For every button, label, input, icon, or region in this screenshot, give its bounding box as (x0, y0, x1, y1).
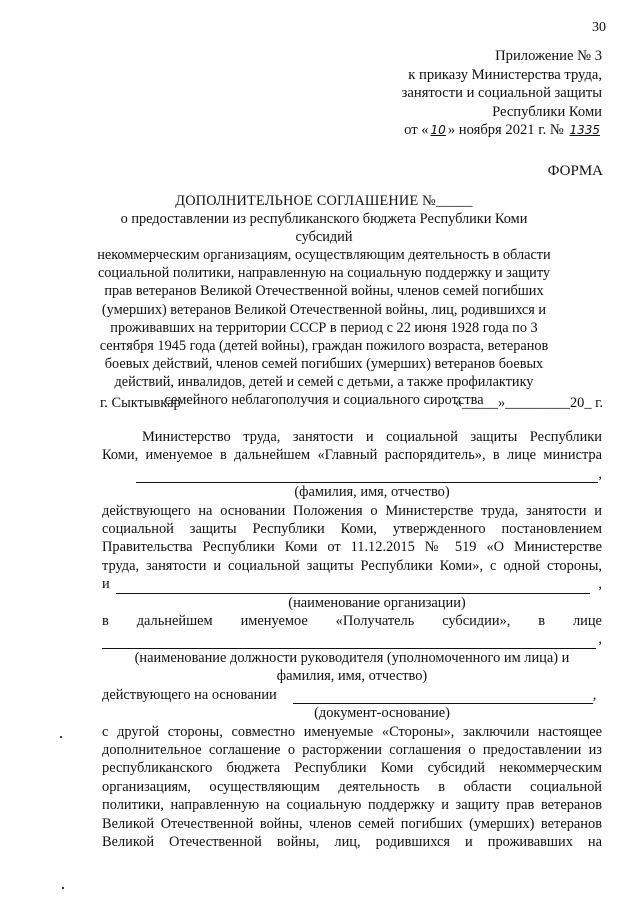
blank-line-head (102, 630, 602, 648)
date-middle: » ноября 2021 г. № (447, 122, 564, 139)
title-line: сентября 1945 года (детей войны), граждан пожилого возраста, ветеранов (99, 337, 549, 354)
word: именуемое (240, 613, 308, 630)
body-line: труда, занятости и социальной защиты Республики Коми», с одной стороны, (102, 557, 602, 574)
caption-position: (наименование должности руководителя (уполномоченного им лица) и (134, 649, 570, 666)
fill-blank (116, 579, 591, 594)
basis-text: действующего на основании (102, 686, 277, 703)
body-line: Министерство труда, занятости и социальной защиты Республики (142, 429, 602, 445)
fill-blank (102, 634, 596, 649)
appendix-header (402, 47, 602, 140)
agreement-title (94, 192, 554, 409)
body-line: дополнительное соглашение о расторжении соглашения о предоставлении из (102, 741, 602, 758)
body-line-spread (102, 612, 602, 630)
title-line: проживавших на территории СССР в период с 22 июня 1928 года по 3 (110, 319, 538, 336)
body-line: политики, направленную на социальную поддержку и защиту прав ветеранов (102, 797, 602, 814)
handwritten-order-number: 1335 (569, 123, 600, 138)
place-of-signing: г. Сыктывкар (100, 395, 181, 411)
word: «Получатель (335, 613, 415, 630)
body-line: социальной защиты Республики Коми, утвержденного постановлением (102, 521, 602, 538)
word: дальнейшем (136, 613, 213, 630)
body-line: Коми, именуемое в дальнейшем «Главный распорядитель», в лице министра (102, 447, 602, 464)
body-line: Правительства Республики Коми от 11.12.2015 № 519 «О Министерстве (102, 539, 602, 556)
title-line: социальной политики, направленную на социальную поддержку и защиту (97, 265, 551, 282)
handwritten-day: 10 (430, 123, 446, 138)
scan-speck (60, 736, 62, 738)
blank-line-organization (102, 575, 602, 593)
comma: , (592, 686, 597, 703)
body-line: действующего на основании Положения о Министерстве труда, занятости и (102, 502, 602, 519)
comma: , (598, 631, 602, 648)
word: в (538, 613, 546, 630)
blank-line-minister (102, 465, 602, 483)
and-word: и (102, 576, 110, 593)
appendix-line: Республики Коми (492, 103, 602, 120)
body-line: Великой Отечественной войны, членов семей погибших (умерших) ветеранов (102, 815, 602, 832)
date-blank: «_____»_________20_ г. (454, 395, 603, 411)
title-line: некоммерческим организациям, осуществляющим деятельность в области (97, 247, 551, 264)
page-number: 30 (592, 20, 606, 35)
appendix-line: к приказу Министерства труда, (408, 66, 602, 83)
title-line: (умерших) ветеранов Великой Отечественной войны, лиц, родившихся и (101, 301, 547, 318)
caption-name: (фамилия, имя, отчество) (294, 484, 450, 501)
caption-position-name: фамилия, имя, отчество) (276, 668, 428, 685)
comma: , (598, 576, 602, 593)
appendix-line: Приложение № 3 (495, 48, 602, 64)
fill-blank (136, 468, 598, 483)
title-line: прав ветеранов Великой Отечественной войны, членов семей погибших (104, 283, 544, 300)
agreement-heading: ДОПОЛНИТЕЛЬНОЕ СОГЛАШЕНИЕ №_____ (175, 193, 473, 209)
paragraph-parties (102, 428, 602, 851)
form-label: ФОРМА (547, 163, 603, 179)
comma: , (598, 465, 602, 482)
word: лице (572, 613, 602, 630)
title-line: боевых действий, членов семей погибших (умерших) ветеранов боевых (104, 355, 544, 372)
date-prefix: от « (404, 122, 429, 139)
appendix-line: занятости и социальной защиты (401, 85, 602, 102)
title-line: семейного неблагополучия и социального сиротства (164, 392, 484, 409)
caption-basis-document: (документ-основание) (314, 705, 450, 722)
body-line: организациям, осуществляющим деятельность в области социальной (102, 778, 602, 795)
body-line: республиканского бюджета Республики Коми субсидий некоммерческим (102, 760, 602, 777)
blank-line-basis (102, 686, 602, 704)
title-line: действий, инвалидов, детей и семей с детьми, а также профилактику (114, 373, 534, 390)
word: в (102, 613, 109, 630)
scan-speck (62, 887, 64, 889)
body-line: с другой стороны, совместно именуемые «Стороны», заключили настоящее (102, 723, 602, 740)
appendix-date-line (402, 121, 602, 140)
body-line: Великой Отечественной войны, лиц, родившихся и проживавших на (102, 833, 602, 850)
caption-organization: (наименование организации) (288, 594, 466, 611)
word: субсидии», (442, 613, 511, 630)
title-line: о предоставлении из республиканского бюджета Республики Коми субсидий (120, 211, 528, 246)
fill-blank (293, 689, 593, 704)
